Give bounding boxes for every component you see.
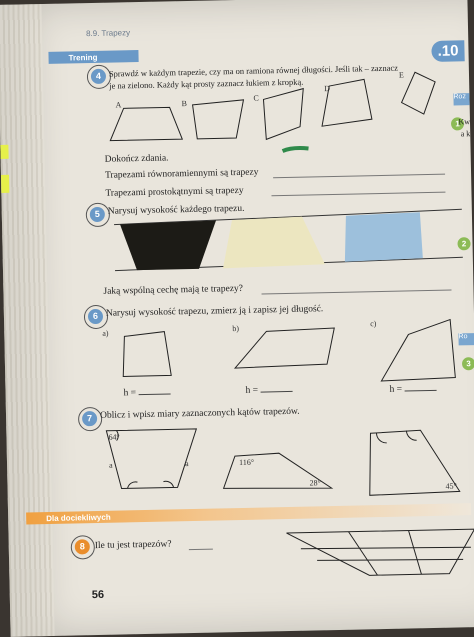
task5-text: Narysuj wysokość każdego trapezu. — [107, 203, 245, 217]
task7-text: Oblicz i wpisz miary zaznaczonych kątów trapezów. — [99, 406, 300, 421]
task4-text-line2: je na zielono. Każdy kąt prosty zaznacz łukiem z kropką. — [109, 76, 304, 91]
page-header: 8.9. Trapezy — [85, 28, 131, 39]
h-blank[interactable] — [138, 385, 170, 395]
task4-prompt: Dokończ zdania. — [104, 153, 169, 165]
task8-text: Ile tu jest trapezów? — [94, 539, 172, 552]
task-number-8: 8 — [75, 539, 90, 554]
label-d: D — [324, 84, 331, 94]
task-number-6: 6 — [88, 309, 103, 324]
h-field-c[interactable] — [389, 382, 436, 395]
chapter-badge: .10 — [431, 40, 464, 62]
task-number-7: 7 — [82, 411, 97, 426]
h-blank[interactable] — [404, 382, 436, 392]
task4-sentence2: Trapezami prostokątnymi są trapezy — [105, 185, 244, 199]
task4-sentence1: Trapezami równoramiennymi są trapezy — [104, 167, 259, 181]
h-blank[interactable] — [260, 383, 292, 393]
h-field-a[interactable] — [123, 385, 170, 398]
task-number-5: 5 — [90, 207, 105, 222]
task6-text: Narysuj wysokość trapezu, zmierz ją i zapisz jej długość. — [105, 304, 324, 319]
task5-question: Jaką wspólną cechę mają te trapezy? — [103, 283, 244, 297]
task4-text-line1: Sprawdź w każdym trapezie, czy ma on ramiona równej długości. Jeśli tak – zaznacz — [108, 62, 399, 79]
label-a: A — [115, 100, 122, 110]
part-c: c) — [370, 319, 377, 329]
side-a-left: a — [109, 460, 113, 470]
angle-28: 28° — [309, 478, 321, 488]
label-b: B — [181, 99, 187, 109]
side-tab-top: Roz — [453, 93, 469, 105]
side-number-2: 2 — [457, 237, 470, 250]
h-label: h = — [245, 385, 259, 396]
part-a: a) — [102, 328, 109, 338]
h-field-b[interactable] — [245, 383, 292, 396]
page-number: 56 — [91, 588, 105, 602]
angle-45: 45° — [445, 481, 457, 491]
side-number-1: 1 — [451, 117, 464, 130]
part-b: b) — [232, 324, 240, 334]
section-training-bar: Trening — [48, 50, 138, 64]
h-label: h = — [389, 384, 403, 395]
task-number-4: 4 — [91, 69, 106, 84]
label-e: E — [398, 70, 404, 80]
label-c: C — [253, 93, 259, 103]
side-a-right: a — [184, 459, 189, 469]
side-number-3: 3 — [462, 357, 474, 370]
side-tab-mid: Ro — [458, 333, 474, 345]
angle-64: 64° — [108, 432, 120, 442]
h-label: h = — [123, 388, 137, 399]
side-text-1b: a k — [460, 129, 471, 139]
section-curious-bar: Dla dociekliwych — [26, 503, 471, 524]
angle-116: 116° — [238, 457, 255, 468]
side-text-1a: Kw — [458, 117, 471, 127]
